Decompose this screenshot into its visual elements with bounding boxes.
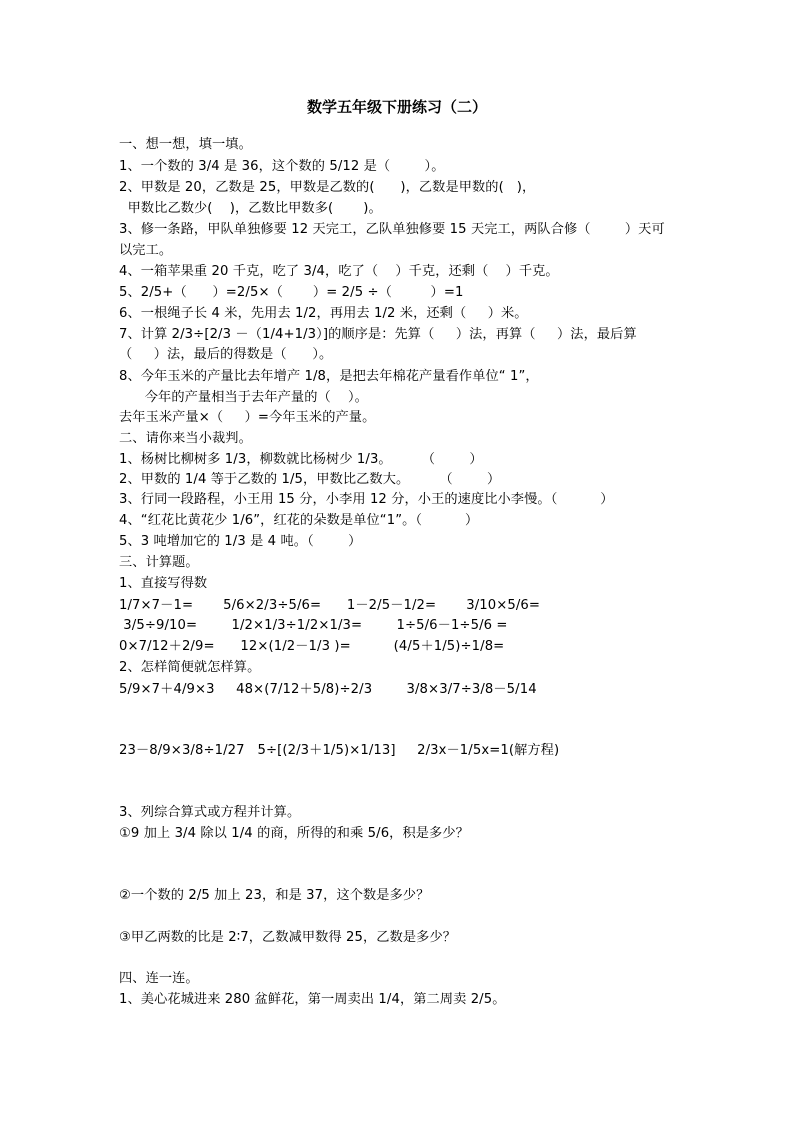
question-line: ③甲乙两数的比是 2∶7，乙数减甲数得 25，乙数是多少？ xyxy=(119,930,457,945)
question-line: 甲数比乙数少( )，乙数比甲数多( )。 xyxy=(119,201,382,216)
math-row: 3/5÷9/10= 1/2×1/3÷1/2×1/3= 1÷5/6－1÷5/6 = xyxy=(119,618,508,633)
section-heading: 二、请你来当小裁判。 xyxy=(119,431,252,446)
question-line: 2、甲数是 20，乙数是 25，甲数是乙数的( )，乙数是甲数的( )， xyxy=(119,180,536,195)
question-line: 3、行同一段路程，小王用 15 分，小李用 12 分，小王的速度比小李慢。（ ） xyxy=(119,492,614,507)
question-line: （ ）法，最后的得数是（ ）。 xyxy=(119,347,333,362)
question-line: 以完工。 xyxy=(119,243,173,258)
subsection-heading: 2、怎样简便就怎样算。 xyxy=(119,660,261,675)
section-heading: 三、计算题。 xyxy=(119,555,199,570)
subsection-heading: 1、直接写得数 xyxy=(119,576,208,591)
math-row: 0×7/12＋2/9= 12×(1/2－1/3 )= (4/5＋1/5)÷1/8= xyxy=(119,639,505,654)
question-line: 3、修一条路，甲队单独修要 12 天完工，乙队单独修要 15 天完工，两队合修（ ）天可 xyxy=(119,222,665,237)
section-heading: 四、连一连。 xyxy=(119,971,199,986)
question-line: 5、2/5+（ ）=2/5×（ ）= 2/5 ÷（ ）=1 xyxy=(119,285,464,300)
question-line: 1、杨树比柳树多 1/3，柳数就比杨树少 1/3。 （ ） xyxy=(119,452,483,467)
math-row: 23－8/9×3/8÷1/27 5÷[(2/3＋1/5)×1/13] 2/3x－1/5x=1(解方程) xyxy=(119,743,560,758)
question-line: 7、计算 2/3÷[2/3 －（1/4+1/3）]的顺序是：先算（ ）法，再算（ ）法，最后算 xyxy=(119,327,637,342)
math-row: 1/7×7－1= 5/6×2/3÷5/6= 1－2/5－1/2= 3/10×5/6= xyxy=(119,598,541,613)
question-line: 8、今年玉米的产量比去年增产 1/8，是把去年棉花产量看作单位“ 1”， xyxy=(119,369,539,384)
question-line: 5、3 吨增加它的 1/3 是 4 吨。（ ） xyxy=(119,534,362,549)
question-line: 2、甲数的 1/4 等于乙数的 1/5，甲数比乙数大。 （ ） xyxy=(119,472,501,487)
question-line: ②一个数的 2/5 加上 23，和是 37，这个数是多少？ xyxy=(119,888,430,903)
math-row: 5/9×7＋4/9×3 48×(7/12＋5/8)÷2/3 3/8×3/7÷3/8－5/14 xyxy=(119,682,537,697)
question-line: 4、一箱苹果重 20 千克，吃了 3/4，吃了（ ）千克，还剩（ ）千克。 xyxy=(119,264,559,279)
question-line: 1、一个数的 3/4 是 36，这个数的 5/12 是（ ）。 xyxy=(119,159,445,174)
question-line: 今年的产量相当于去年产量的（ ）。 xyxy=(119,390,368,405)
question-line: 6、一根绳子长 4 米，先用去 1/2，再用去 1/2 米，还剩（ ）米。 xyxy=(119,306,528,321)
question-line: ①9 加上 3/4 除以 1/4 的商，所得的和乘 5/6，积是多少？ xyxy=(119,826,469,841)
section-heading: 一、想一想，填一填。 xyxy=(119,137,252,152)
question-line: 4、“红花比黄花少 1/6”，红花的朵数是单位“1”。（ ） xyxy=(119,513,479,528)
question-line: 1、美心花城进来 280 盆鲜花，第一周卖出 1/4，第二周卖 2/5。 xyxy=(119,992,506,1007)
subsection-heading: 3、列综合算式或方程并计算。 xyxy=(119,805,301,820)
question-line: 去年玉米产量×（ ）=今年玉米的产量。 xyxy=(119,410,376,425)
page-title: 数学五年级下册练习（二） xyxy=(306,98,487,116)
